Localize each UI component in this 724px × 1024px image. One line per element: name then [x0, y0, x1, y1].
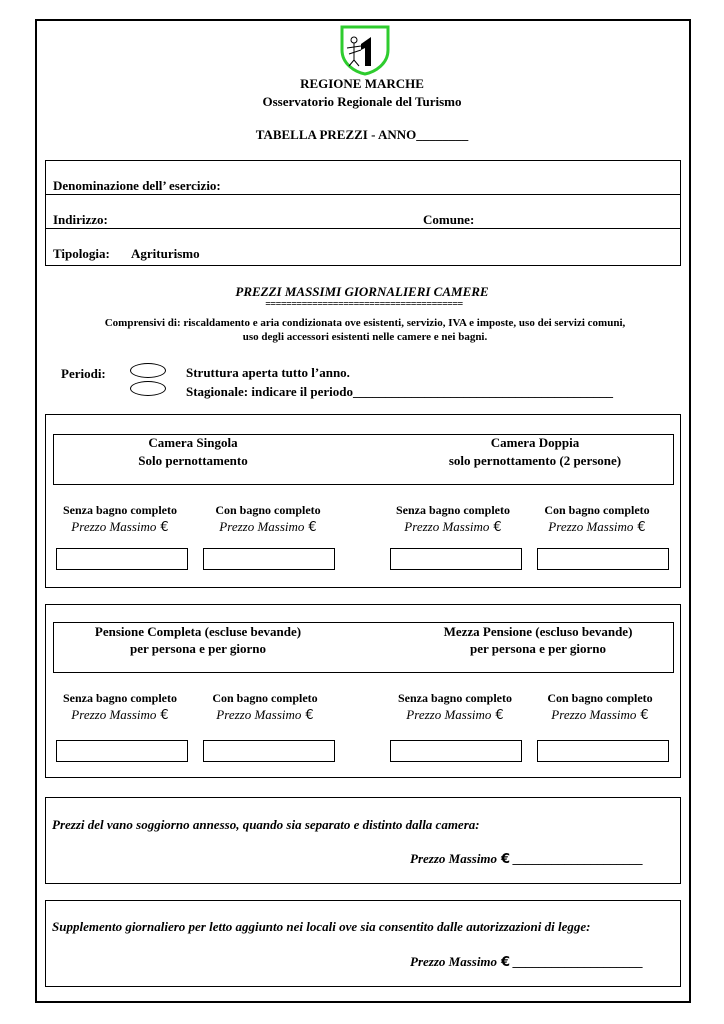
- office-name: Osservatorio Regionale del Turismo: [262, 94, 462, 109]
- seasonal-label: Stagionale: indicare il periodo________________________________________: [186, 384, 613, 399]
- full-board-with-bath-price-input[interactable]: [203, 740, 335, 762]
- open-all-year-radio[interactable]: [130, 363, 166, 378]
- pensione-col-label: Senza bagno completo: [63, 691, 177, 705]
- title-separator: ======================================: [265, 299, 463, 310]
- supplemento-text: Supplemento giornaliero per letto aggiunto nei locali ove sia consentito dalle autorizzazioni di legge:: [52, 919, 591, 934]
- camera-col-label: Senza bagno completo: [63, 503, 177, 517]
- camera-price-label: Prezzo Massimo €: [71, 519, 169, 535]
- town-label: Comune:: [423, 212, 475, 227]
- includes-line-1: Comprensivi di: riscaldamento e aria condizionata ove esistenti, servizio, IVA e imposte, uso dei servizi comuni,: [104, 317, 626, 329]
- region-name: REGIONE MARCHE: [300, 76, 424, 91]
- single-with-bath-price-input[interactable]: [203, 548, 335, 570]
- full-board-no-bath-price-input[interactable]: [56, 740, 188, 762]
- camera-price-label: Prezzo Massimo €: [404, 519, 502, 535]
- camera-col-label: Con bagno completo: [215, 503, 321, 517]
- table-title: TABELLA PREZZI - ANNO________: [255, 127, 469, 142]
- soggiorno-box: [45, 797, 681, 884]
- pensione-price-label: Prezzo Massimo €: [406, 707, 504, 723]
- supplemento-price-line[interactable]: Prezzo Massimo € ____________________: [410, 954, 644, 970]
- full-board-sub: per persona e per giorno: [129, 641, 266, 656]
- half-board-title: Mezza Pensione (escluso bevande): [443, 624, 633, 639]
- half-board-with-bath-price-input[interactable]: [537, 740, 669, 762]
- camera-col-label: Senza bagno completo: [396, 503, 510, 517]
- camera-price-label: Prezzo Massimo €: [548, 519, 646, 535]
- establishment-name-label: Denominazione dell’ esercizio:: [53, 178, 221, 193]
- includes-line-2: uso degli accessori esistenti nelle camere e nei bagni.: [242, 331, 488, 343]
- regione-marche-logo: [339, 24, 391, 76]
- pensione-col-label: Senza bagno completo: [398, 691, 512, 705]
- double-no-bath-price-input[interactable]: [390, 548, 522, 570]
- pensione-price-label: Prezzo Massimo €: [551, 707, 649, 723]
- pensione-col-label: Con bagno completo: [212, 691, 318, 705]
- half-board-sub: per persona e per giorno: [469, 641, 606, 656]
- periods-label: Periodi:: [61, 366, 106, 381]
- pensione-col-label: Con bagno completo: [547, 691, 653, 705]
- soggiorno-price-line[interactable]: Prezzo Massimo € ____________________: [410, 851, 644, 867]
- pensione-price-label: Prezzo Massimo €: [216, 707, 314, 723]
- type-value: Agriturismo: [131, 246, 200, 261]
- single-no-bath-price-input[interactable]: [56, 548, 188, 570]
- full-board-title: Pensione Completa (escluse bevande): [94, 624, 302, 639]
- pensione-price-label: Prezzo Massimo €: [71, 707, 169, 723]
- half-board-no-bath-price-input[interactable]: [390, 740, 522, 762]
- double-with-bath-price-input[interactable]: [537, 548, 669, 570]
- double-room-title: Camera Doppia: [490, 435, 580, 450]
- single-room-title: Camera Singola: [148, 435, 238, 450]
- soggiorno-text: Prezzi del vano soggiorno annesso, quando sia separato e distinto dalla camera:: [52, 817, 480, 832]
- double-room-sub: solo pernottamento (2 persone): [448, 453, 622, 468]
- camera-price-label: Prezzo Massimo €: [219, 519, 317, 535]
- address-label: Indirizzo:: [53, 212, 108, 227]
- supplemento-box: [45, 900, 681, 987]
- camera-col-label: Con bagno completo: [544, 503, 650, 517]
- rooms-section-title: PREZZI MASSIMI GIORNALIERI CAMERE: [235, 284, 489, 299]
- type-label: Tipologia:: [53, 246, 110, 261]
- single-room-sub: Solo pernottamento: [138, 453, 248, 468]
- open-all-year-label: Struttura aperta tutto l’anno.: [186, 365, 350, 380]
- seasonal-radio[interactable]: [130, 381, 166, 396]
